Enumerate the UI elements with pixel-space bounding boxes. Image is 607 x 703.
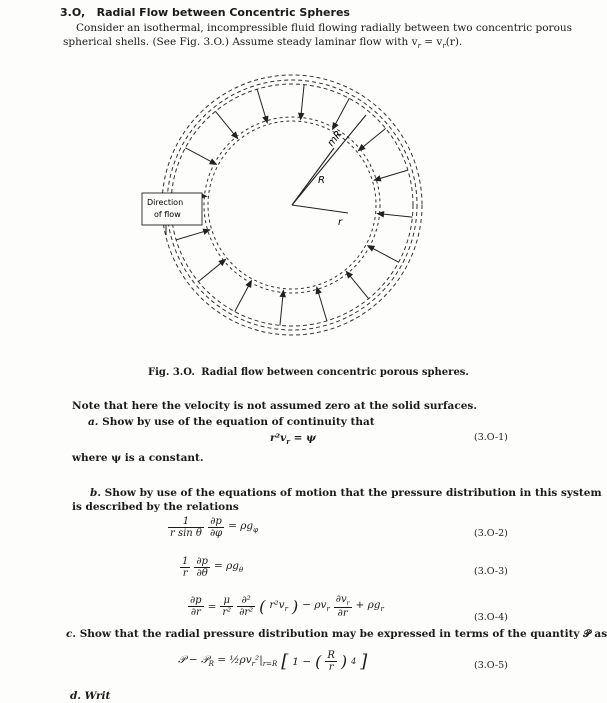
outer-radius-label: mR	[325, 128, 345, 149]
position-r-label: r	[338, 217, 343, 228]
part-a-prompt: a. Show by use of the equation of continuity that	[88, 416, 375, 428]
part-c-prompt: c. Show that the radial pressure distribution may be expressed in terms of the quantity 𝒫 as	[66, 628, 607, 640]
flow-arrowhead	[280, 291, 285, 297]
problem-heading: 3.O, Radial Flow between Concentric Spheres	[60, 6, 350, 19]
equation-3O-3: $\frac{1}{r}$ $\frac{\partial p}{\partial\theta}$ = $\rho g_\theta$	[182, 556, 244, 579]
part-b-line-1: b. Show by use of the equations of motion that the pressure distribution in this system	[90, 487, 602, 499]
problem-title: Radial Flow between Concentric Spheres	[96, 6, 350, 19]
flow-arrowhead	[368, 246, 374, 251]
direction-label-2: of flow	[154, 210, 181, 219]
flow-arrowhead	[210, 159, 216, 164]
inner-radius-label: R	[318, 175, 325, 186]
eq-tag-3O-2: (3.O-2)	[474, 528, 508, 539]
part-d-partial: d. Writ	[70, 690, 111, 702]
equation-3O-2: $\frac{1}{\text{r sin θ}}$ $\frac{\partial p}{\partial\varphi}$ = $\rho g_\varphi$	[170, 516, 259, 539]
part-b-line-2: is described by the relations	[72, 501, 239, 513]
flow-arrowhead	[246, 281, 251, 287]
continuity-equation: $r^2v_r = \psi$	[270, 432, 316, 447]
problem-number: 3.O	[60, 6, 81, 19]
flow-arrowhead	[299, 113, 304, 119]
concentric-spheres-figure	[120, 75, 440, 375]
direction-label-1: Direction	[147, 198, 184, 207]
equation-3O-4: $\frac{\partial p}{\partial r}$ = $\frac{\mu}{\text{r²}}$ $\frac{\text{∂²}}{\text{∂r²}}$ ( $r^2v_r$ ) − $\rho v_r$ $\frac{\partial v_r}{\partial r}$ + $\rho g_r$	[190, 594, 384, 619]
note-text: Note that here the velocity is not assumed zero at the solid surfaces.	[72, 400, 477, 412]
intro-line-1: Consider an isothermal, incompressible fluid flowing radially between two concentric porous	[76, 22, 573, 34]
flow-arrowhead	[378, 212, 384, 217]
eq-tag-3O-5: (3.O-5)	[474, 660, 508, 671]
eq-tag-3O-1: (3.O-1)	[474, 432, 508, 443]
where-psi-constant: where ψ is a constant.	[72, 452, 204, 464]
figure-caption: Fig. 3.O. Radial flow between concentric porous spheres.	[148, 367, 469, 378]
eq-tag-3O-3: (3.O-3)	[474, 566, 508, 577]
intro-line-2: spherical shells. (See Fig. 3.O.) Assume steady laminar flow with $v_r = v_r(r)$.	[63, 36, 463, 51]
eq-tag-3O-4: (3.O-4)	[474, 612, 508, 623]
flow-arrowhead	[333, 123, 338, 129]
equation-3O-5: 𝒫 − 𝒫$_R$ = $\frac{1}{2}\rho v_r^2|_{r=R}$ [ 1 − ( $\frac{R}{r}$ ) 4 ]	[178, 650, 368, 673]
